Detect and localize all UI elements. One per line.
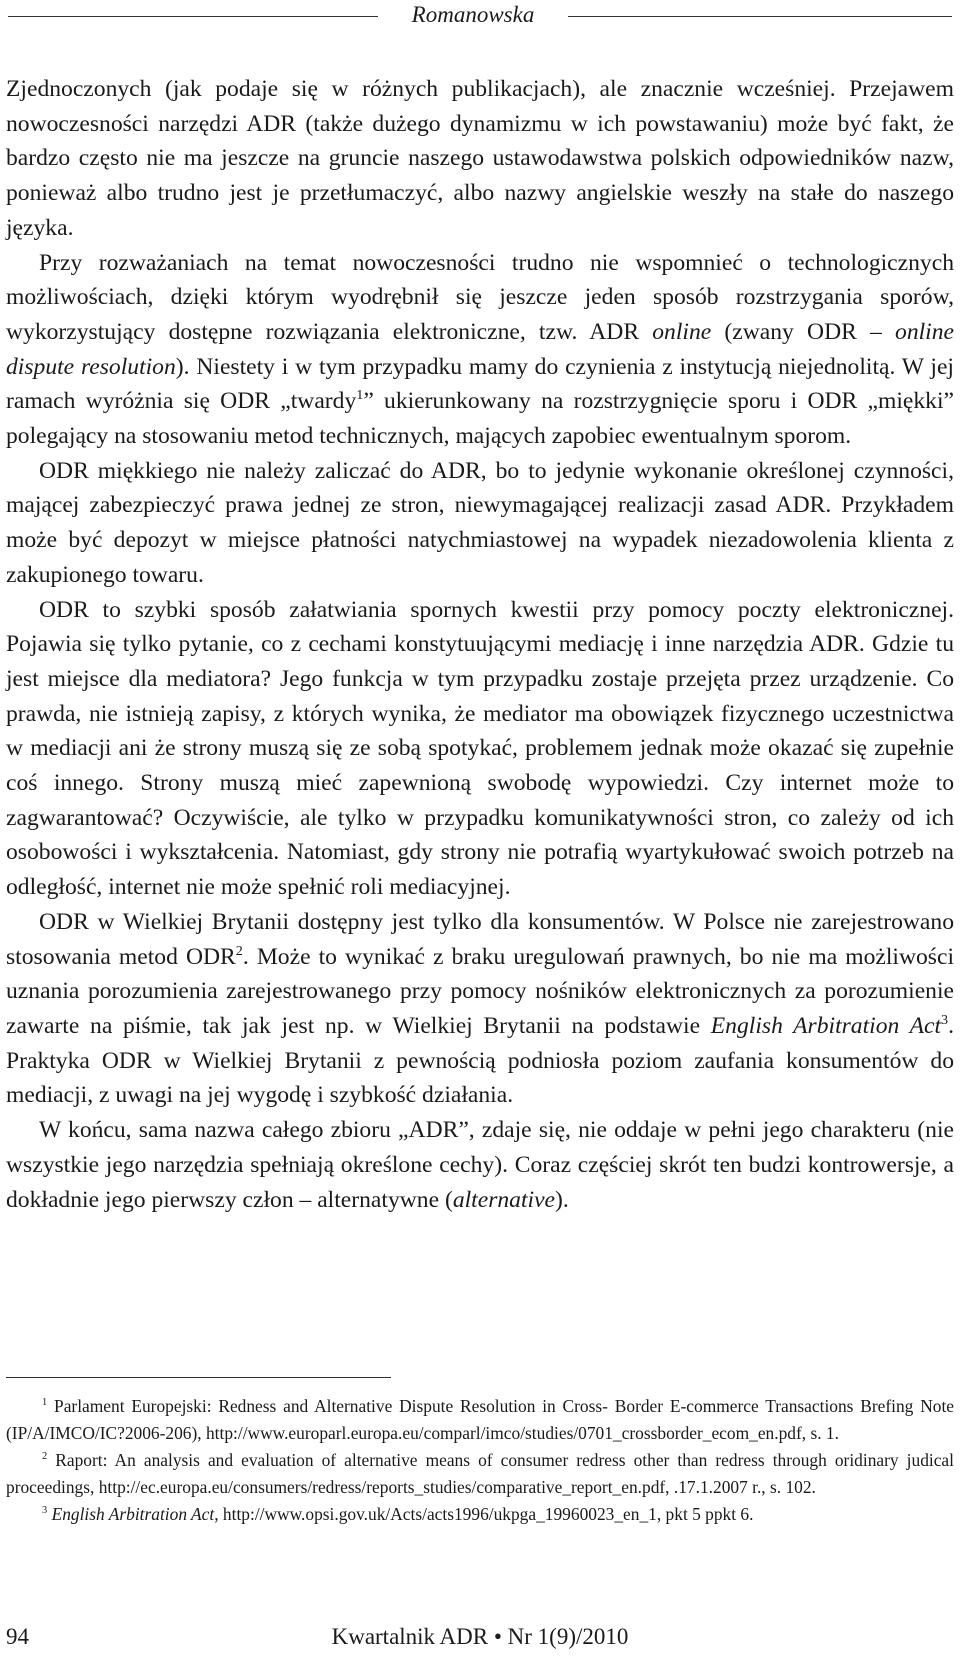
p5-text-a: ODR w Wielkiej Brytanii dostępny jest tylko dla konsumentów. W Polsce nie zarejestrowano stosowania metod ODR [6,908,954,970]
footnote-ref-2[interactable]: 2 [235,942,243,959]
paragraph-3: ODR miękkiego nie należy zaliczać do ADR, bo to jedynie wykonanie określonej czynności, mającej zabezpieczyć prawa jednej ze stron, niewymagającej realizacji zasad ADR. Przykładem może być depozyt w miejsce płatności natychmiastowej na wypadek niezadowolenia klienta z zakupionego towaru. [6,457,954,588]
paragraph-4: ODR to szybki sposób załatwiania spornych kwestii przy pomocy poczty elektronicznej. Pojawia się tylko pytanie, co z cechami konstytuującymi mediację i inne narzędzia ADR. Gdzie tu jest miejsce dla mediatora? Jego funkcja w tym przypadku zostaje przejęta przez urządzenie. Co prawda, nie istnieją zapisy, z których wynika, że mediator ma obowiązek fizycznego uczestnictwa w mediacji ani że strony muszą się ze sobą spotykać, problemem jednak może okazać się zupełnie coś innego. Strony muszą mieć zapewnioną swobodę wypowiedzi. Czy internet może to zagwarantować? Oczywiście, ale tylko w przypadku komunikatywności stron, co zależy od ich osobowości i wykształcenia. Natomiast, gdy strony nie potrafią wyartykułować swoich potrzeb na odległość, internet nie może spełnić roli mediacyjnej. [6,596,954,901]
footnote-separator [6,1377,391,1378]
page-number: 94 [6,1624,29,1649]
footnote-1-text: Parlament Europejski: Redness and Alternative Dispute Resolution in Cross- Border E-commerce Transactions Brefing Note (IP/A/IMCO/IC?2006-206), http://www.europarl.europa.eu/comparl/imco/studies/0701_crossborder_ecom_en.pdf, s. 1. [6,1396,954,1443]
running-header [0,0,960,34]
p5-italic-act: English Arbitration Act [710,1012,942,1039]
p6-text-a: W końcu, sama nazwa całego zbioru „ADR”, zdaje się, nie oddaje w pełni jego charakteru (nie wszystkie jego narzędzia spełniają określone cechy). Coraz częściej skrót ten budzi kontrowersje, a dokładnie jego pierwszy człon – alternatywne ( [6,1117,954,1213]
p2-italic-online: online [652,318,712,345]
footnote-3-number: 3 [42,1505,48,1517]
footnote-2-text: Raport: An analysis and evaluation of alternative means of consumer redress other than redress through oridinary judical proceedings, http://ec.europa.eu/consumers/redress/reports_studies/comparative_report_en.pdf, .17.1.2007 r., s. 102. [6,1450,954,1497]
p2-italic-odr: online dispute resolution [6,318,955,380]
p6-italic-alternative: alternative [452,1186,556,1213]
footnote-1 [6,1393,954,1447]
paragraph-1: Zjednoczonych (jak podaje się w różnych publikacjach), ale znacznie wcześniej. Przejawem nowoczesności narzędzi ADR (także dużego dynamizmu w ich powstawaniu) może być fakt, że bardzo często nie ma jeszcze na gruncie naszego ustawodawstwa polskich odpowiedników nazw, ponieważ albo trudno jest je przetłumaczyć, albo nazwy angielskie weszły na stałe do naszego języka. [6,76,954,241]
p2-text-b: (zwany ODR – [711,318,896,345]
p2-text-d: ” ukierunkowany na rozstrzygnięcie sporu i ODR „miękki” polegający na stosowaniu metod technicznych, mających zapobiec ewentualnym sporom. [6,388,955,450]
header-rule-right [568,16,952,17]
p2-text-c: ). Niestety i w tym przypadku mamy do czynienia z instytucją niejednolitą. W jej ramach wyróżnia się ODR „twardy [6,353,954,415]
header-rule-left [8,16,378,17]
p2-text-a: Przy rozważaniach na temat nowoczesności trudno nie wspomnieć o technologicznych możliwościach, dzięki którym wyodrębnił się jeszcze jeden sposób rozstrzygania sporów, wykorzystujący dostępne rozwiązania elektroniczne, tzw. ADR [6,249,954,345]
footnotes [6,1393,954,1528]
footnote-3-italic: English Arbitration Act [51,1504,215,1524]
footnote-2-number: 2 [42,1451,48,1463]
footnote-ref-1[interactable]: 1 [356,387,364,404]
footnote-1-number: 1 [42,1397,48,1409]
header-author: Romanowska [411,2,535,27]
footnote-ref-3[interactable]: 3 [941,1012,949,1029]
body-text [6,72,954,1217]
footnote-3-text: , http://www.opsi.gov.uk/Acts/acts1996/ukpga_19960023_en_1, pkt 5 ppkt 6. [214,1504,754,1524]
paragraph-2 [6,246,954,454]
paragraph-5 [6,905,954,1113]
footnote-3 [6,1501,954,1528]
footnote-2 [6,1447,954,1501]
p5-text-b: . Może to wynikać z braku uregulowań prawnych, bo nie ma możliwości uznania porozumienia zarejestrowanego przy pomocy nośników elektronicznych za porozumienie zawarte na piśmie, tak jak jest np. w Wielkiej Brytanii na podstawie [6,943,955,1039]
page-footer [6,1624,954,1656]
p6-text-b: ). [555,1186,569,1213]
p5-text-c: . Praktyka ODR w Wielkiej Brytanii z pewnością podniosła poziom zaufania konsumentów do mediacji, z uwagi na jej wygodę i szybkość działania. [6,1012,954,1109]
paragraph-6 [6,1113,954,1217]
journal-title: Kwartalnik ADR • Nr 1(9)/2010 [331,1624,629,1649]
